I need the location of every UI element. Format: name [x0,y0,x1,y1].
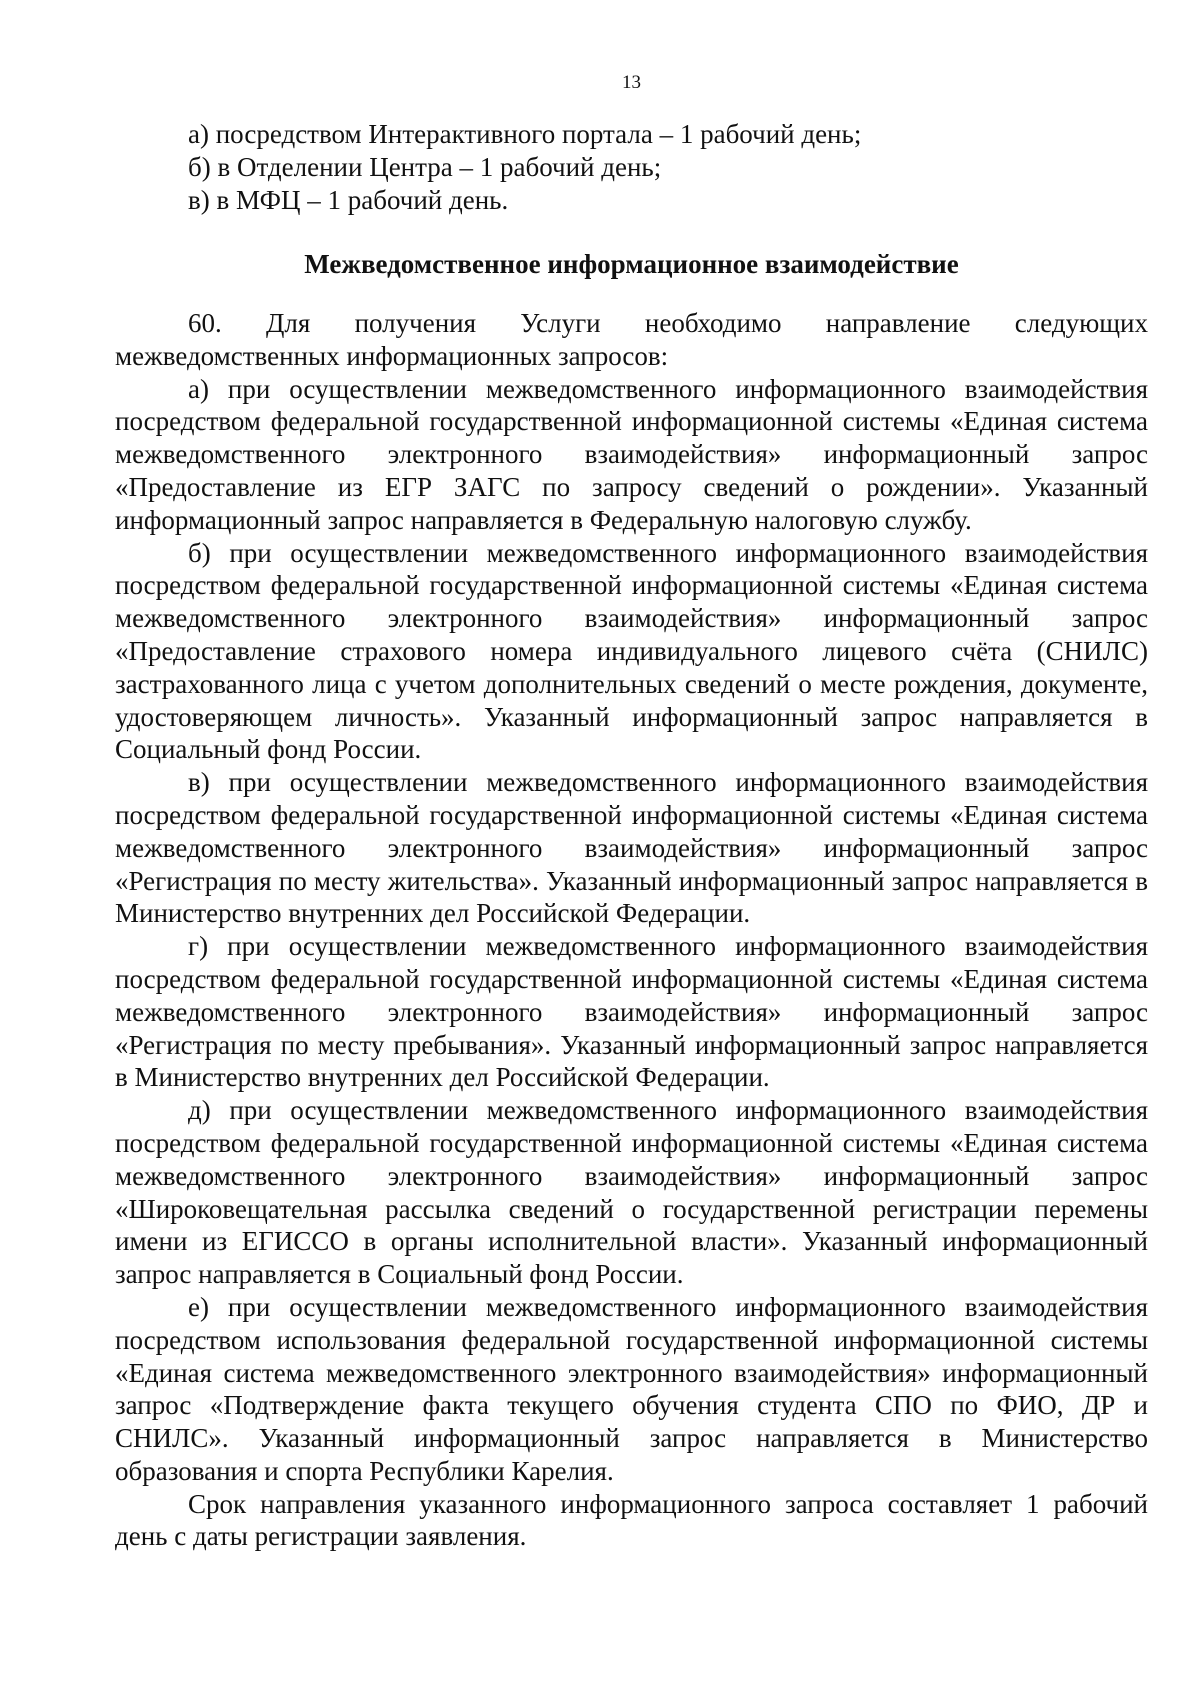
response-time-list [115,118,1148,216]
page-number: 13 [622,72,641,93]
list-item: б) в Отделении Центра – 1 рабочий день; [188,151,662,182]
list-item: а) посредством Интерактивного портала – 1 рабочий день; [188,119,862,149]
paragraph-item-e: е) при осуществлении межведомственного информационного взаимодействия посредством использования федеральной государственной информационной системы «Единая система межведомственного электронного взаимодействия» информационный запрос «Подтверждение факта текущего обучения студента СПО по ФИО, ДР и СНИЛС». Указанный информационный запрос направляется в Министерство образования и спорта Республики Карелия. [115,1291,1148,1486]
paragraph-item-v: в) при осуществлении межведомственного информационного взаимодействия посредством федеральной государственной информационной системы «Единая система межведомственного электронного взаимодействия» информационный запрос «Регистрация по месту жительства». Указанный информационный запрос направляется в Министерство внутренних дел Российской Федерации. [115,767,1148,929]
section-body [115,307,1148,1553]
paragraph-item-a: а) при осуществлении межведомственного информационного взаимодействия посредством федеральной государственной информационной системы «Единая система межведомственного электронного взаимодействия» информационный запрос «Предоставление из ЕГР ЗАГС по запросу сведений о рождении». Указанный информационный запрос направляется в Федеральную налоговую службу. [115,373,1148,535]
section-heading: Межведомственное информационное взаимодействие [304,249,959,279]
paragraph-deadline: Срок направления указанного информационного запроса составляет 1 рабочий день с даты регистрации заявления. [115,1488,1148,1552]
paragraph-item-d: д) при осуществлении межведомственного информационного взаимодействия посредством федеральной государственной информационной системы «Единая система межведомственного электронного взаимодействия» информационный запрос «Широковещательная рассылка сведений о государственной регистрации перемены имени из ЕГИССО в органы исполнительной власти». Указанный информационный запрос направляется в Социальный фонд России. [115,1095,1148,1290]
paragraph-60-intro: 60. Для получения Услуги необходимо направление следующих межведомственных информационных запросов: [115,308,1148,371]
paragraph-item-b: б) при осуществлении межведомственного информационного взаимодействия посредством федеральной государственной информационной системы «Единая система межведомственного электронного взаимодействия» информационный запрос «Предоставление страхового номера индивидуального лицевого счёта (СНИЛС) застрахованного лица с учетом дополнительных сведений о месте рождения, документе, удостоверяющем личность». Указанный информационный запрос направляется в Социальный фонд России. [115,537,1148,765]
list-item: в) в МФЦ – 1 рабочий день. [188,184,509,215]
paragraph-item-g: г) при осуществлении межведомственного информационного взаимодействия посредством федеральной государственной информационной системы «Единая система межведомственного электронного взаимодействия» информационный запрос «Регистрация по месту пребывания». Указанный информационный запрос направляется в Министерство внутренних дел Российской Федерации. [115,931,1148,1093]
